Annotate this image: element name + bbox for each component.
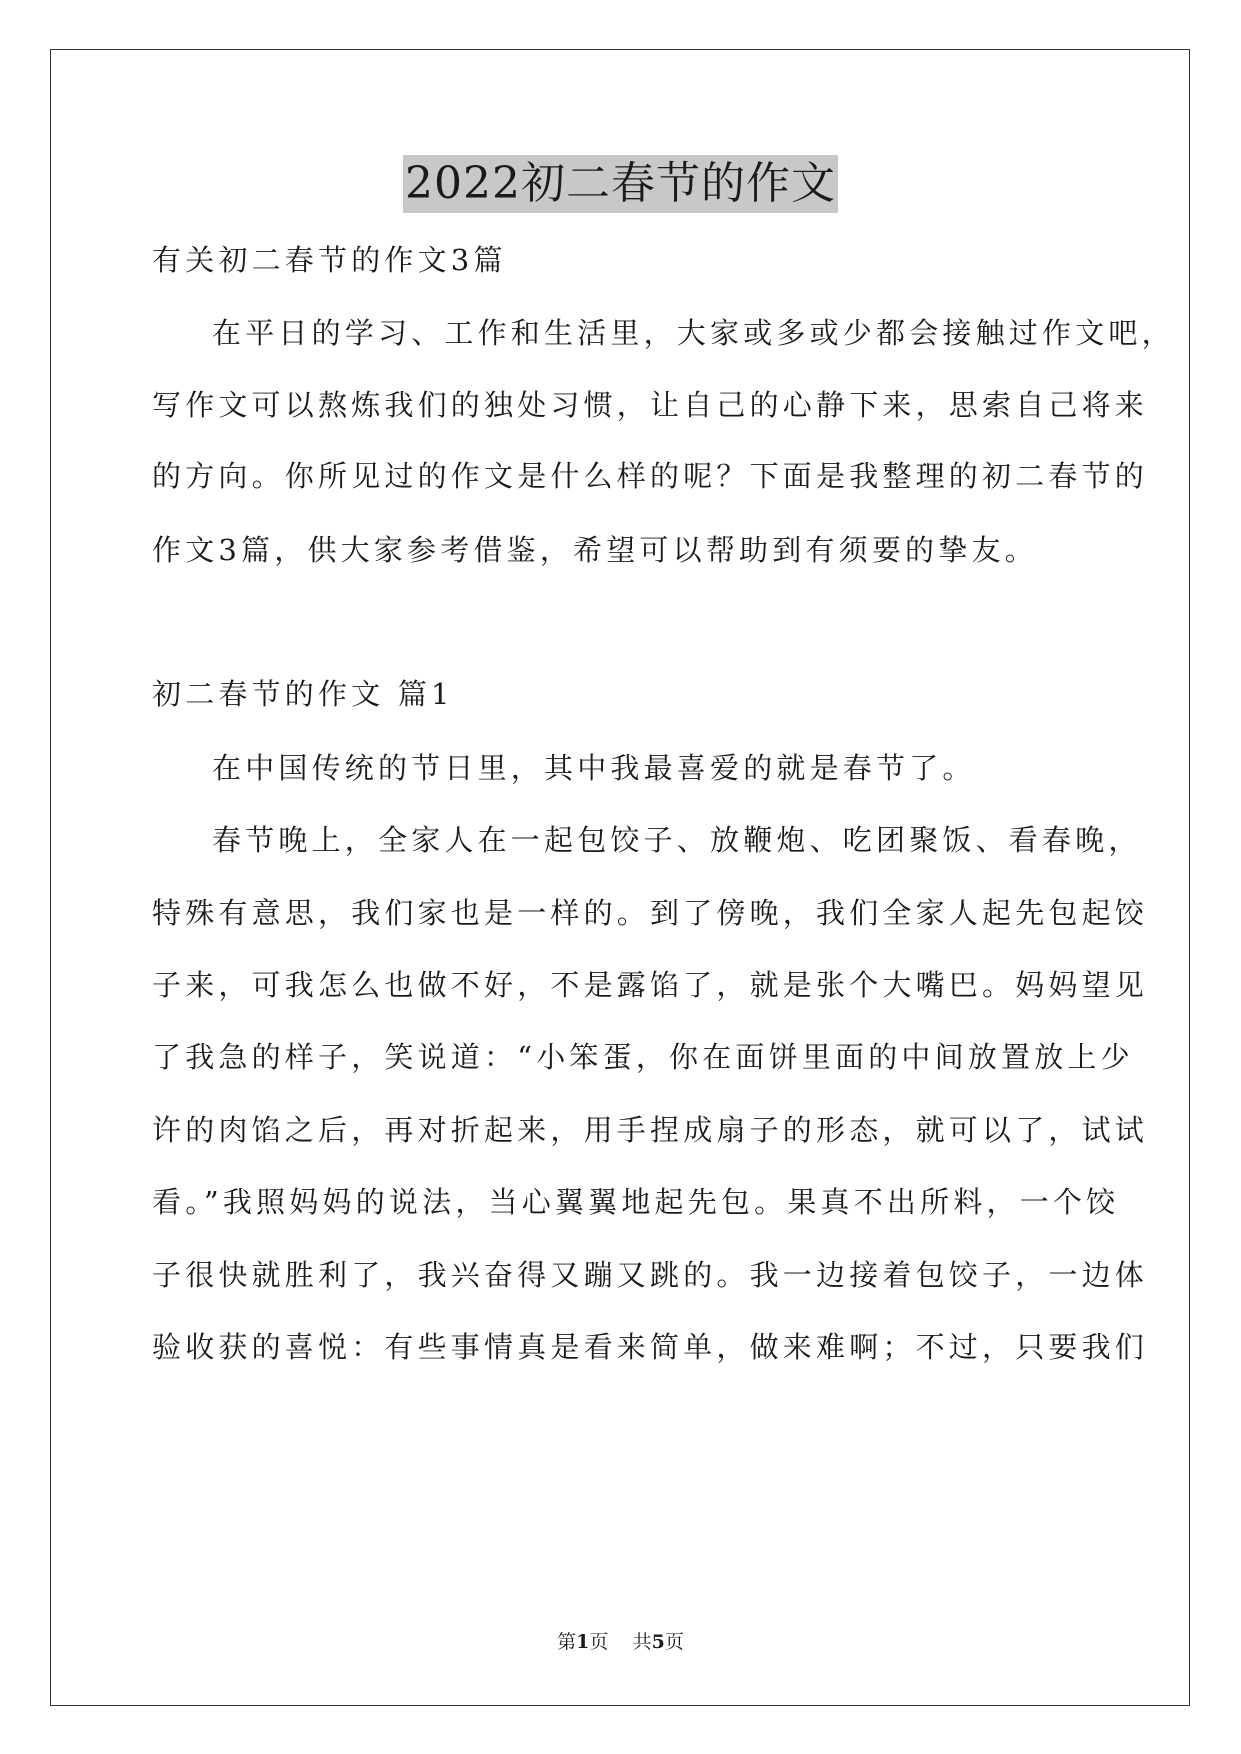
page-border [50,49,1190,1706]
footer-suffix: 页 [664,1631,684,1653]
intro-line-1: 在平日的学习、工作和生活里，大家或多或少都会接触过作文吧， [212,316,1175,350]
footer-page-number: 1 [576,1631,590,1653]
para2-line-2: 特殊有意思，我们家也是一样的。到了傍晚，我们全家人起先包起饺 [152,896,1149,930]
footer-prefix: 第 [557,1631,577,1653]
para2-line-1: 春节晚上，全家人在一起包饺子、放鞭炮、吃团聚饭、看春晚， [212,823,1142,857]
document-title: 2022初二春节的作文 [403,155,838,213]
para2-line-5: 许的肉馅之后，再对折起来，用手捏成扇子的形态，就可以了，试试 [152,1113,1149,1147]
intro-line-2: 写作文可以熬炼我们的独处习惯，让自己的心静下来，思索自己将来 [152,388,1149,422]
document-subtitle: 有关初二春节的作文3篇 [152,243,507,277]
intro-line-4: 作文3篇，供大家参考借鉴，希望可以帮助到有须要的挚友。 [152,533,1038,567]
section-heading: 初二春节的作文 篇1 [152,677,454,711]
para2-line-7: 子很快就胜利了，我兴奋得又蹦又跳的。我一边接着包饺子，一边体 [152,1258,1149,1292]
title-container [0,155,1241,213]
paragraph-1: 在中国传统的节日里，其中我最喜爱的就是春节了。 [212,751,976,785]
para2-line-3: 子来，可我怎么也做不好，不是露馅了，就是张个大嘴巴。妈妈望见 [152,968,1149,1002]
para2-line-6: 看。”我照妈妈的说法，当心翼翼地起先包。果真不出所料，一个饺 [152,1185,1120,1219]
para2-line-8: 验收获的喜悦：有些事情真是看来简单，做来难啊；不过，只要我们 [152,1330,1149,1364]
para2-line-4: 了我急的样子，笑说道：“小笨蛋，你在面饼里面的中间放置放上少 [152,1040,1134,1074]
intro-line-3: 的方向。你所见过的作文是什么样的呢？下面是我整理的初二春节的 [152,459,1149,493]
footer-total-pages: 5 [651,1631,665,1653]
footer-middle: 页 共 [589,1631,652,1653]
page-footer [0,1630,1241,1654]
